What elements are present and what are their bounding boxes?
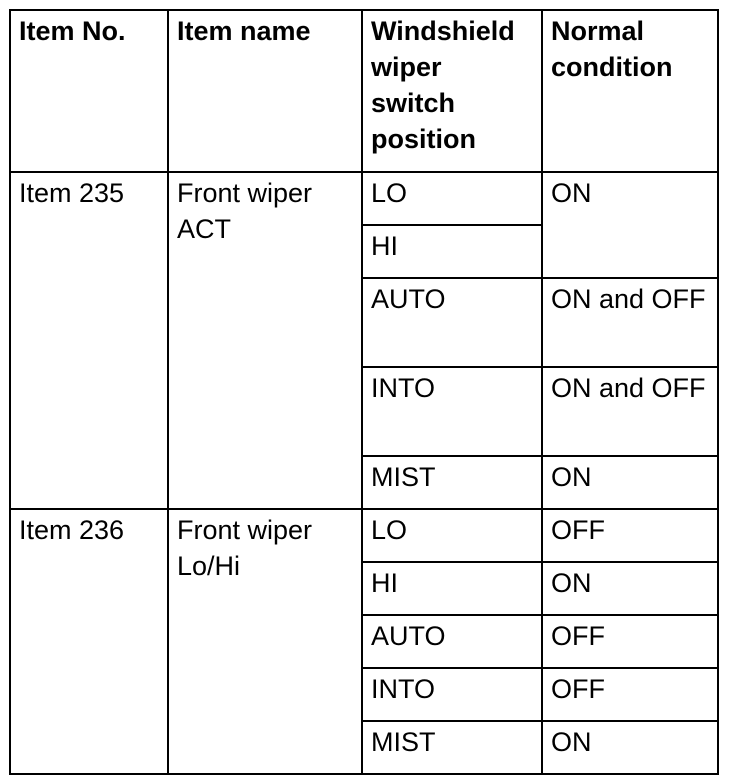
position-cell: HI (362, 225, 542, 278)
condition-cell: ON (542, 562, 718, 615)
header-switch-position: Windshield wiper switch position (362, 10, 542, 172)
position-cell: INTO (362, 668, 542, 721)
condition-cell: ON and OFF (542, 367, 718, 456)
header-normal-condition: Normal condition (542, 10, 718, 172)
header-row (10, 10, 718, 172)
wiper-status-table (9, 9, 719, 775)
position-cell: AUTO (362, 615, 542, 668)
item-no-cell: Item 236 (10, 509, 168, 774)
item-name-cell: Front wiper Lo/Hi (168, 509, 362, 774)
position-cell: HI (362, 562, 542, 615)
position-cell: AUTO (362, 278, 542, 367)
condition-cell: ON (542, 721, 718, 774)
position-cell: INTO (362, 367, 542, 456)
position-cell: MIST (362, 456, 542, 509)
item-name-cell: Front wiper ACT (168, 172, 362, 509)
condition-cell: OFF (542, 509, 718, 562)
table-row (10, 509, 718, 562)
condition-cell: ON (542, 456, 718, 509)
item-no-cell: Item 235 (10, 172, 168, 509)
header-item-name: Item name (168, 10, 362, 172)
condition-cell: ON and OFF (542, 278, 718, 367)
header-item-no: Item No. (10, 10, 168, 172)
position-cell: MIST (362, 721, 542, 774)
condition-cell: ON (542, 172, 718, 278)
table-row (10, 172, 718, 225)
position-cell: LO (362, 509, 542, 562)
position-cell: LO (362, 172, 542, 225)
condition-cell: OFF (542, 668, 718, 721)
condition-cell: OFF (542, 615, 718, 668)
